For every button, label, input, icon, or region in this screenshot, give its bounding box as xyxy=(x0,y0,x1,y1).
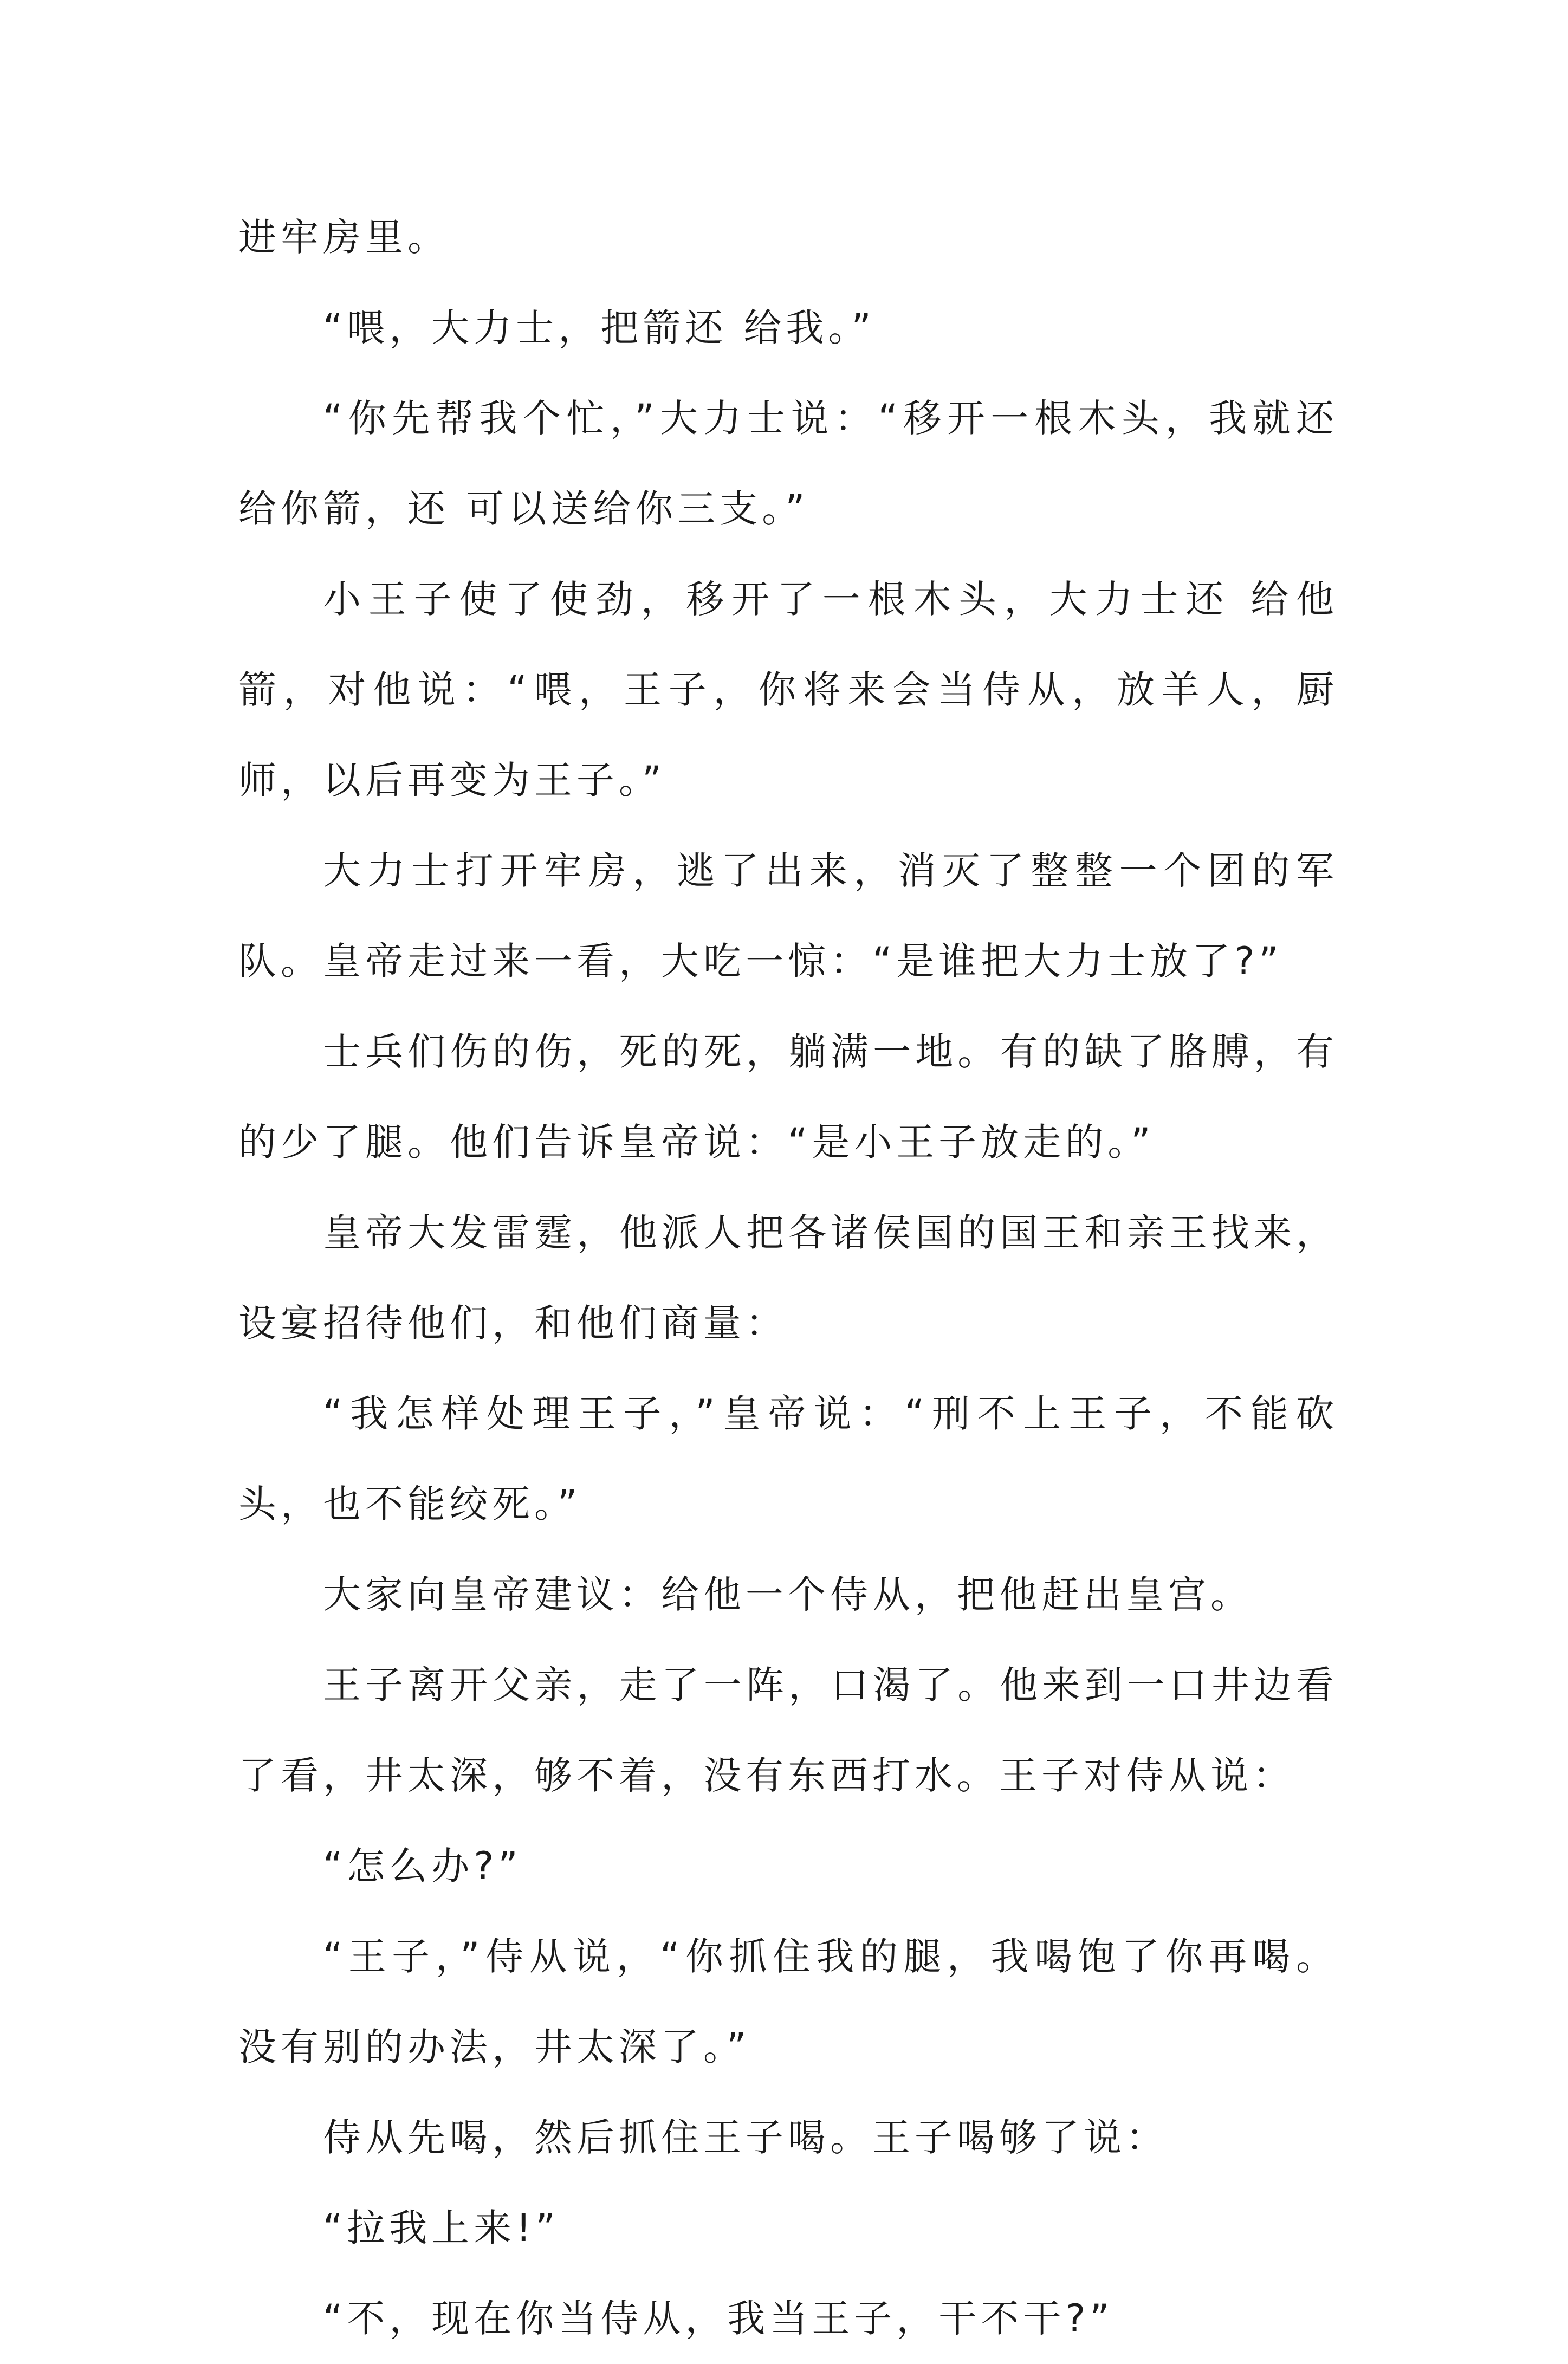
paragraph: “怎么办?” xyxy=(323,1844,522,1888)
paragraph: “我怎样处理王子，”皇帝说：“刑不上王子，不能砍头，也不能绞死。” xyxy=(238,1391,1338,1526)
paragraph: “拉我上来!” xyxy=(323,2206,560,2250)
paragraph: 大家向皇帝建议：给他一个侍从，把他赶出皇宫。 xyxy=(323,1572,1253,1617)
paragraph: “喂，大力士，把箭还 给我。” xyxy=(323,306,876,350)
paragraph: “不，现在你当侍从，我当王子，干不干?” xyxy=(323,2296,1114,2341)
paragraph: 小王子使了使劲，移开了一根木头，大力士还 给他箭，对他说：“喂，王子，你将来会当侍从，放羊人，厨师，以后再变为王子。” xyxy=(238,577,1338,802)
story-text xyxy=(238,192,1338,2364)
paragraph: 皇帝大发雷霆，他派人把各诸侯国的国王和亲王找来，设宴招待他们，和他们商量： xyxy=(238,1210,1338,1345)
paragraph: 士兵们伤的伤，死的死，躺满一地。有的缺了胳膊，有的少了腿。他们告诉皇帝说：“是小王子放走的。” xyxy=(238,1029,1338,1164)
paragraph: 侍从先喝，然后抓住王子喝。王子喝够了说： xyxy=(323,2115,1168,2160)
paragraph: 王子离开父亲，走了一阵，口渴了。他来到一口井边看了看，井太深，够不着，没有东西打水。王子对侍从说： xyxy=(238,1663,1338,1798)
paragraph: “你先帮我个忙，”大力士说：“移开一根木头，我就还给你箭，还 可以送给你三支。” xyxy=(238,396,1338,531)
paragraph: “王子，”侍从说，“你抓住我的腿，我喝饱了你再喝。没有别的办法，井太深了。” xyxy=(238,1934,1338,2069)
paragraph: 进牢房里。 xyxy=(238,215,450,260)
paragraph: 大力士打开牢房，逃了出来，消灭了整整一个团的军队。皇帝走过来一看，大吃一惊：“是谁把大力士放了?” xyxy=(238,849,1338,983)
